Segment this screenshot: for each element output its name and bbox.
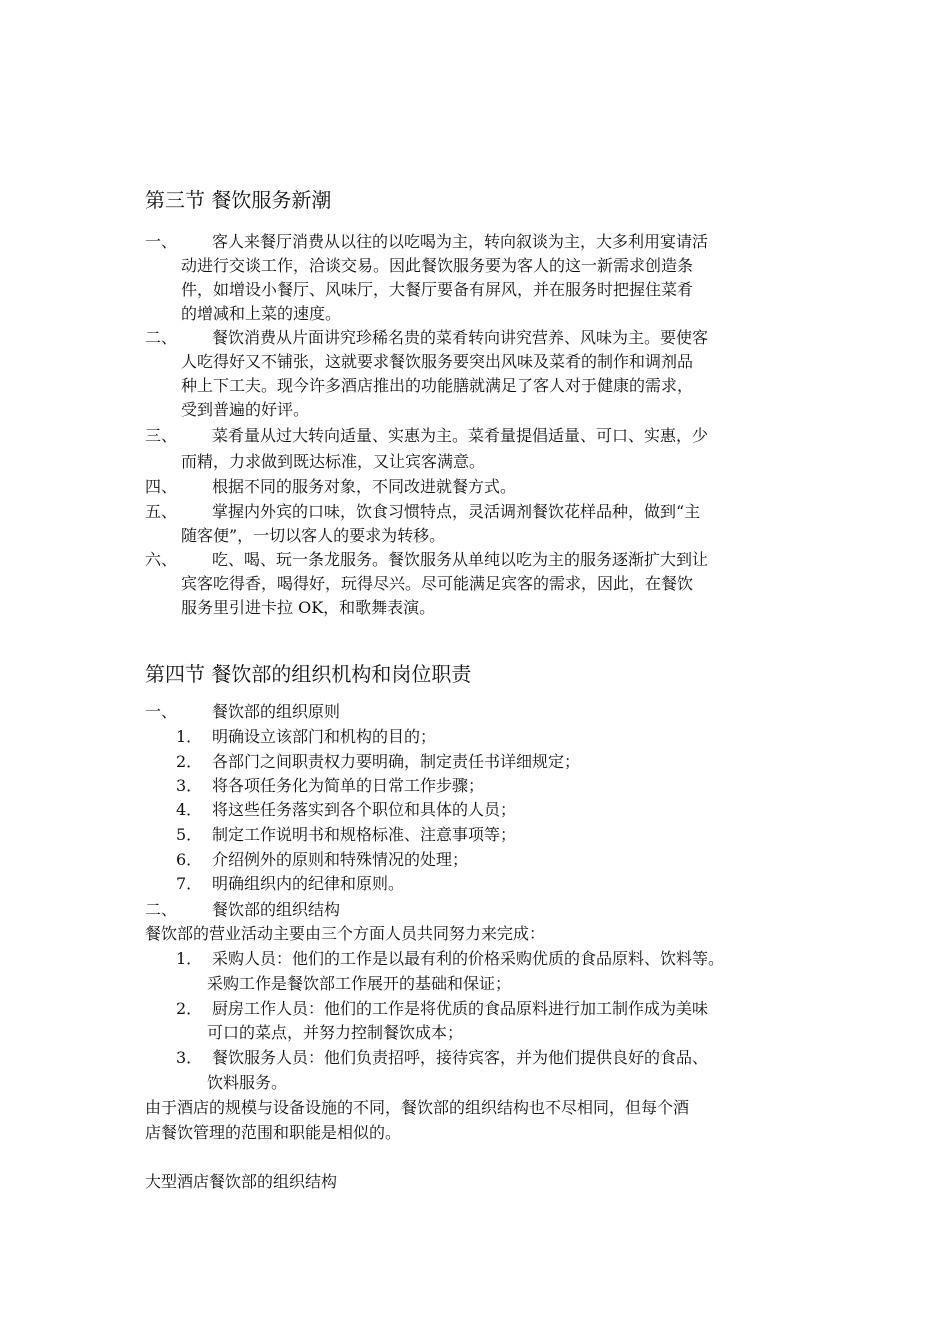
list-item: 介绍例外的原则和特殊情况的处理； bbox=[212, 850, 469, 869]
item-line: 客人来餐厅消费从以往的以吃喝为主，转向叙谈为主，大多利用宴请活 bbox=[212, 232, 709, 251]
list-number: 4． bbox=[176, 800, 203, 819]
section4-title: 第四节 餐饮部的组织机构和岗位职责 bbox=[145, 662, 472, 686]
item-line: 种上下工夫。现今许多酒店推出的功能膳就满足了客人对于健康的需求， bbox=[181, 376, 694, 395]
item-line: 掌握内外宾的口味，饮食习惯特点，灵活调剂餐饮花样品种，做到“主 bbox=[212, 502, 701, 521]
list-item: 制定工作说明书和规格标准、注意事项等； bbox=[212, 825, 517, 844]
list-number: 6． bbox=[176, 850, 203, 869]
item-number: 四、 bbox=[145, 477, 178, 496]
section3-title: 第三节 餐饮服务新潮 bbox=[145, 188, 332, 212]
list-item: 采购工作是餐饮部工作展开的基础和保证； bbox=[207, 974, 512, 993]
list-item: 餐饮服务人员：他们负责招呼，接待宾客，并为他们提供良好的食品、 bbox=[212, 1048, 709, 1067]
list-number: 5． bbox=[176, 825, 203, 844]
item-number: 二、 bbox=[145, 328, 178, 347]
item-line: 餐饮消费从片面讲究珍稀名贵的菜肴转向讲究营养、风味为主。要使客 bbox=[212, 328, 709, 347]
list-number: 3． bbox=[176, 1048, 203, 1067]
closing-text: 店餐饮管理的范围和职能是相似的。 bbox=[145, 1123, 402, 1142]
item-number: 三、 bbox=[145, 426, 178, 445]
list-number: 2． bbox=[176, 999, 203, 1018]
list-number: 2． bbox=[176, 752, 203, 771]
item-line: 受到普遍的好评。 bbox=[181, 400, 310, 419]
list-item: 厨房工作人员：他们的工作是将优质的食品原料进行加工制作成为美味 bbox=[212, 999, 709, 1018]
part-number: 二、 bbox=[145, 900, 178, 919]
list-item: 明确组织内的纪律和原则。 bbox=[212, 874, 405, 893]
item-line: 宾客吃得香，喝得好，玩得尽兴。尽可能满足宾客的需求，因此，在餐饮 bbox=[181, 574, 694, 593]
item-line: 吃、喝、玩一条龙服务。餐饮服务从单纯以吃为主的服务逐渐扩大到让 bbox=[212, 550, 709, 569]
list-item: 采购人员：他们的工作是以最有利的价格采购优质的食品原料、饮料等。 bbox=[212, 949, 725, 968]
item-line: 人吃得好又不铺张，这就要求餐饮服务要突出风味及菜肴的制作和调剂品 bbox=[181, 352, 694, 371]
list-item: 饮料服务。 bbox=[207, 1073, 288, 1092]
item-line: 服务里引进卡拉 OK，和歌舞表演。 bbox=[181, 598, 436, 617]
list-number: 1． bbox=[176, 727, 203, 746]
subheading: 大型酒店餐饮部的组织结构 bbox=[145, 1172, 338, 1191]
item-number: 六、 bbox=[145, 550, 178, 569]
item-line: 的增减和上菜的速度。 bbox=[181, 304, 342, 323]
list-number: 7． bbox=[176, 874, 203, 893]
item-line: 随客便”，一切以客人的要求为转移。 bbox=[181, 526, 446, 545]
list-item: 各部门之间职责权力要明确，制定责任书详细规定； bbox=[212, 752, 581, 771]
part-number: 一、 bbox=[145, 702, 178, 721]
item-line: 而精，力求做到既达标准，又让宾客满意。 bbox=[181, 452, 486, 471]
closing-text: 由于酒店的规模与设备设施的不同，餐饮部的组织结构也不尽相同，但每个酒 bbox=[145, 1098, 690, 1117]
list-number: 1． bbox=[176, 949, 203, 968]
item-number: 五、 bbox=[145, 502, 178, 521]
list-item: 将各项任务化为简单的日常工作步骤； bbox=[212, 776, 485, 795]
part-label: 餐饮部的组织原则 bbox=[212, 702, 341, 721]
item-number: 一、 bbox=[145, 232, 178, 251]
list-item: 明确设立该部门和机构的目的； bbox=[212, 727, 437, 746]
intro-text: 餐饮部的营业活动主要由三个方面人员共同努力来完成： bbox=[145, 924, 546, 943]
list-number: 3． bbox=[176, 776, 203, 795]
list-item: 将这些任务落实到各个职位和具体的人员； bbox=[212, 800, 517, 819]
item-line: 菜肴量从过大转向适量、实惠为主。菜肴量提倡适量、可口、实惠，少 bbox=[212, 426, 709, 445]
item-line: 根据不同的服务对象，不同改进就餐方式。 bbox=[212, 477, 517, 496]
part-label: 餐饮部的组织结构 bbox=[212, 900, 341, 919]
item-line: 动进行交谈工作，洽谈交易。因此餐饮服务要为客人的这一新需求创造条 bbox=[181, 256, 694, 275]
list-item: 可口的菜点，并努力控制餐饮成本； bbox=[207, 1023, 464, 1042]
item-line: 件，如增设小餐厅、风味厅，大餐厅要备有屏风，并在服务时把握住菜肴 bbox=[181, 280, 694, 299]
